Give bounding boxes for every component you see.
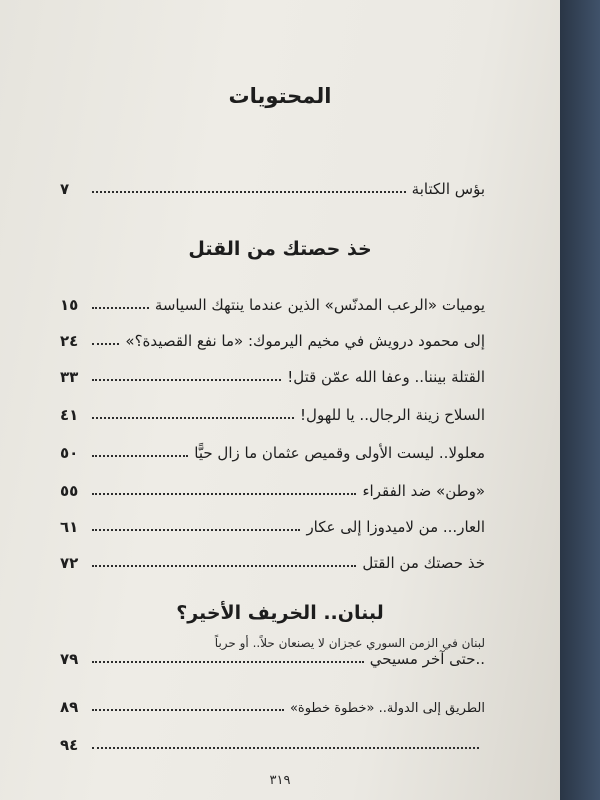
toc-entry-intro	[60, 172, 485, 198]
background-surface	[560, 0, 600, 800]
toc-entry	[60, 436, 485, 462]
leader-dots	[92, 417, 294, 419]
leader-dots	[92, 709, 284, 711]
section-heading-1: خذ حصتك من القتل	[188, 238, 372, 260]
toc-entry-text: معلولا.. ليست الأولى وقميص عثمان ما زال حيًّا	[194, 444, 485, 462]
toc-entry-page: ٧	[60, 180, 70, 198]
toc-entry-page: ٤١	[60, 406, 79, 424]
leader-dots	[92, 343, 119, 345]
page-number: ٣١٩	[269, 773, 291, 788]
toc-entry	[60, 398, 485, 424]
toc-entry-text: يوميات «الرعب المدنّس» الذين عندما ينتهك السياسة	[154, 296, 485, 314]
toc-entry	[60, 510, 485, 536]
toc-entry-text: خذ حصتك من القتل	[362, 554, 485, 572]
toc-entry	[60, 546, 485, 572]
leader-dots	[92, 307, 149, 309]
toc-entry-page: ٨٩	[60, 698, 79, 716]
toc-entry-text: القتلة بيننا.. وعفا الله عمّن قتل!	[287, 368, 485, 386]
leader-dots	[92, 747, 479, 749]
toc-entry-text: الطريق إلى الدولة.. «خطوة خطوة»	[289, 701, 485, 716]
toc-entry-page: ٢٤	[60, 332, 79, 350]
toc-entry	[60, 360, 485, 386]
toc-entry	[60, 728, 485, 754]
page-title: المحتويات	[228, 84, 332, 108]
toc-entry	[60, 288, 485, 314]
toc-entry-page: ٩٤	[60, 736, 79, 754]
leader-dots	[92, 493, 356, 495]
toc-entry	[60, 690, 485, 716]
toc-entry-page: ٦١	[60, 518, 79, 536]
toc-entry-title-line: لبنان في الزمن السوري عجزان لا يصنعان حلاً.. أو حرباً	[214, 636, 485, 650]
toc-entry-page: ٥٥	[60, 482, 79, 500]
leader-dots	[92, 379, 281, 381]
toc-entry	[60, 474, 485, 500]
toc-entry-page: ٣٣	[60, 368, 79, 386]
toc-entry-page: ٧٩	[60, 650, 79, 668]
toc-entry-text: العار... من لاميدوزا إلى عكار	[306, 518, 485, 536]
toc-entry	[60, 324, 485, 350]
toc-entry-page: ١٥	[60, 296, 79, 314]
toc-entry	[60, 636, 485, 680]
leader-dots	[92, 455, 188, 457]
toc-entry-page: ٥٠	[60, 444, 79, 462]
toc-entry-page: ٧٢	[60, 554, 79, 572]
toc-entry-text: بؤس الكتابة	[411, 180, 485, 198]
toc-entry-text: السلاح زينة الرجال.. يا للهول!	[300, 406, 485, 424]
leader-dots	[92, 565, 356, 567]
toc-entry-text: إلى محمود درويش في مخيم اليرموك: «ما نفع القصيدة؟»	[125, 332, 485, 350]
leader-dots	[92, 191, 406, 193]
section-heading-2: لبنان.. الخريف الأخير؟	[176, 602, 384, 624]
leader-dots	[92, 529, 300, 531]
toc-entry-text: «وطن» ضد الفقراء	[362, 482, 485, 500]
toc-entry-text: ..حتى آخر مسيحي	[369, 650, 485, 668]
leader-dots	[92, 661, 364, 663]
